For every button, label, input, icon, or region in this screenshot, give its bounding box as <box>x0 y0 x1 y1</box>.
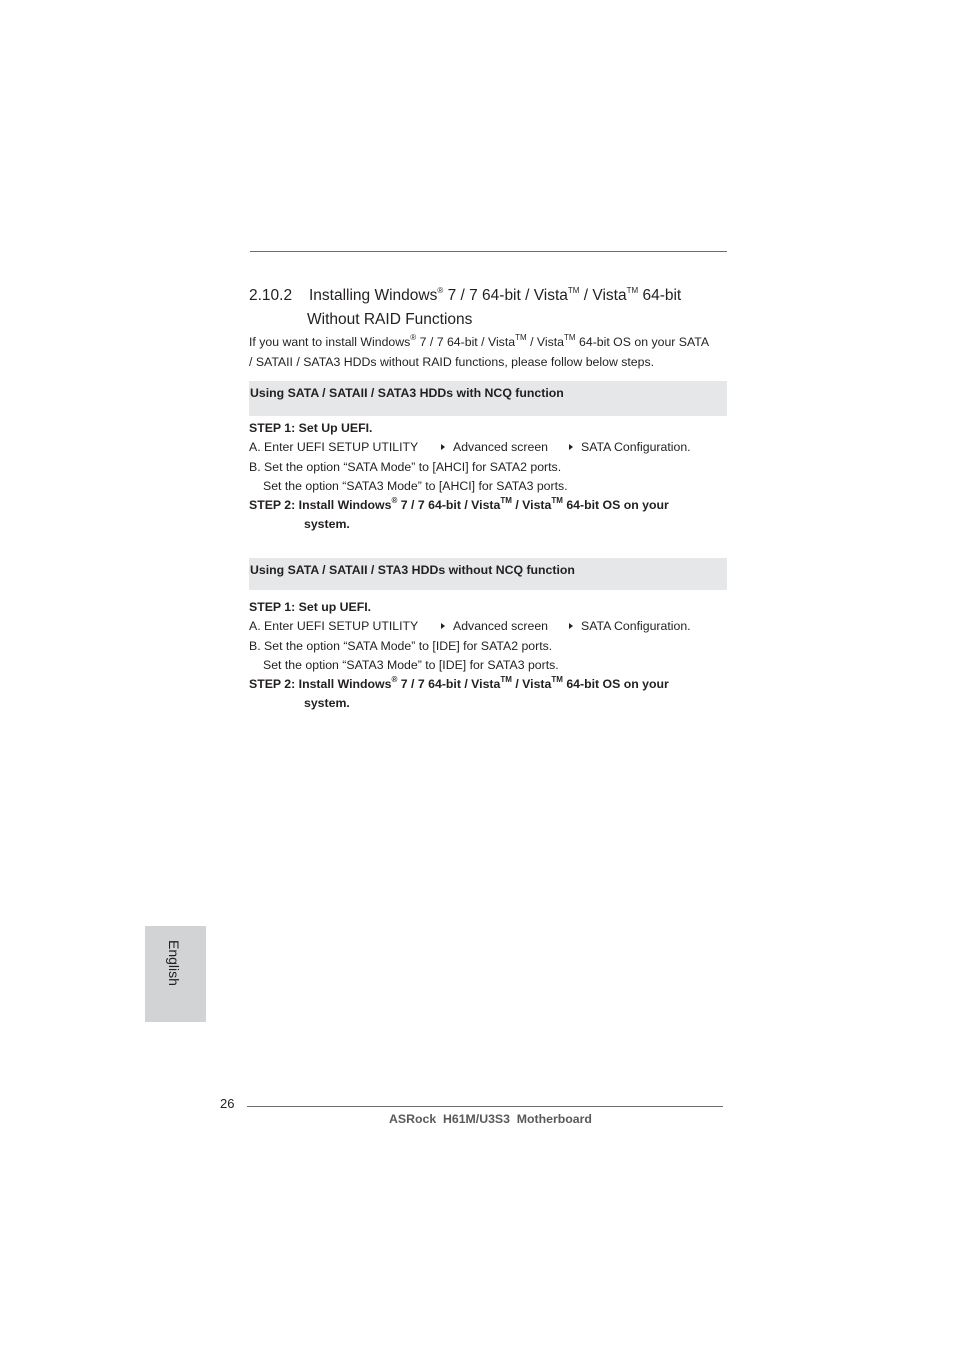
step2-text: STEP 2: Install Windows <box>249 498 392 513</box>
ncq-step-a <box>249 438 731 457</box>
heading-line-1 <box>249 284 739 308</box>
step2-text: 64-bit OS on your <box>562 498 669 513</box>
registered-mark: ® <box>391 496 398 506</box>
registered-mark: ® <box>391 675 398 685</box>
no-ncq-step-b-line2: Set the option “SATA3 Mode” to [IDE] for SATA3 ports. <box>263 657 559 672</box>
registered-mark: ® <box>410 332 417 342</box>
ncq-step2-line2: system. <box>304 517 350 532</box>
no-ncq-step1-title: STEP 1: Set up UEFI. <box>249 600 372 614</box>
step2-text: 64-bit OS on your <box>562 677 669 692</box>
step2-text: / Vista <box>511 677 552 692</box>
registered-mark: ® <box>437 285 444 295</box>
language-side-tab <box>145 926 206 1022</box>
step2-text: 7 / 7 64-bit / Vista <box>397 677 501 692</box>
ncq-step1-title: STEP 1: Set Up UEFI. <box>249 421 373 435</box>
heading-line-2: Without RAID Functions <box>307 311 473 328</box>
heading-text-3: / Vista <box>579 287 627 304</box>
triangle-right-icon <box>569 617 573 636</box>
footer-title: ASRock H61M/U3S3 Motherboard <box>389 1112 592 1126</box>
step2-text: 7 / 7 64-bit / Vista <box>397 498 501 513</box>
heading-text-2: 7 / 7 64-bit / Vista <box>443 287 568 304</box>
ncq-step-b-line1: B. Set the option “SATA Mode” to [AHCI] for SATA2 ports. <box>249 459 562 474</box>
heading-text-1: Installing Windows <box>309 287 438 304</box>
trademark-mark: TM <box>567 285 580 295</box>
language-label: English <box>166 940 182 986</box>
triangle-right-icon <box>441 438 445 457</box>
ncq-band-title: Using SATA / SATAII / SATA3 HDDs with NCQ function <box>250 386 564 400</box>
no-ncq-step-b-line1: B. Set the option “SATA Mode” to [IDE] for SATA2 ports. <box>249 638 553 653</box>
intro-text: / Vista <box>526 335 565 349</box>
no-ncq-section-band <box>249 558 727 590</box>
ncq-steps <box>249 419 731 535</box>
intro-paragraph <box>249 333 731 372</box>
step-a-end: SATA Configuration. <box>581 440 691 455</box>
trademark-mark: TM <box>500 496 512 506</box>
step2-text: / Vista <box>511 498 552 513</box>
heading-text-4: 64-bit <box>638 287 682 304</box>
intro-text: If you want to install Windows <box>249 335 411 349</box>
section-number: 2.10.2 <box>249 287 293 304</box>
intro-text: 64-bit OS on your SATA <box>575 335 710 349</box>
trademark-mark: TM <box>564 332 576 342</box>
step-a-prefix: A. Enter UEFI SETUP UTILITY <box>249 619 419 634</box>
step-a-end: SATA Configuration. <box>581 619 691 634</box>
triangle-right-icon <box>441 617 445 636</box>
footer-divider <box>247 1106 723 1107</box>
intro-text: 7 / 7 64-bit / Vista <box>416 335 516 349</box>
trademark-mark: TM <box>515 332 527 342</box>
no-ncq-steps <box>249 598 731 714</box>
section-heading <box>249 284 739 332</box>
intro-line-1 <box>249 333 731 353</box>
step-a-mid: Advanced screen <box>453 440 549 455</box>
triangle-right-icon <box>569 438 573 457</box>
step2-text: STEP 2: Install Windows <box>249 677 392 692</box>
trademark-mark: TM <box>551 675 563 685</box>
top-divider <box>250 251 727 252</box>
intro-line-2: / SATAII / SATA3 HDDs without RAID functions, please follow below steps. <box>249 354 655 369</box>
trademark-mark: TM <box>500 675 512 685</box>
step-a-prefix: A. Enter UEFI SETUP UTILITY <box>249 440 419 455</box>
step-a-mid: Advanced screen <box>453 619 549 634</box>
no-ncq-step-a <box>249 617 731 636</box>
ncq-step2-line1 <box>249 496 731 515</box>
no-ncq-band-title: Using SATA / SATAII / STA3 HDDs without NCQ function <box>250 563 575 577</box>
trademark-mark: TM <box>626 285 639 295</box>
no-ncq-step2-line1 <box>249 675 731 694</box>
ncq-section-band <box>249 381 727 416</box>
no-ncq-step2-line2: system. <box>304 696 350 711</box>
ncq-step-b-line2: Set the option “SATA3 Mode” to [AHCI] for SATA3 ports. <box>263 478 568 493</box>
page-number: 26 <box>220 1096 235 1111</box>
trademark-mark: TM <box>551 496 563 506</box>
